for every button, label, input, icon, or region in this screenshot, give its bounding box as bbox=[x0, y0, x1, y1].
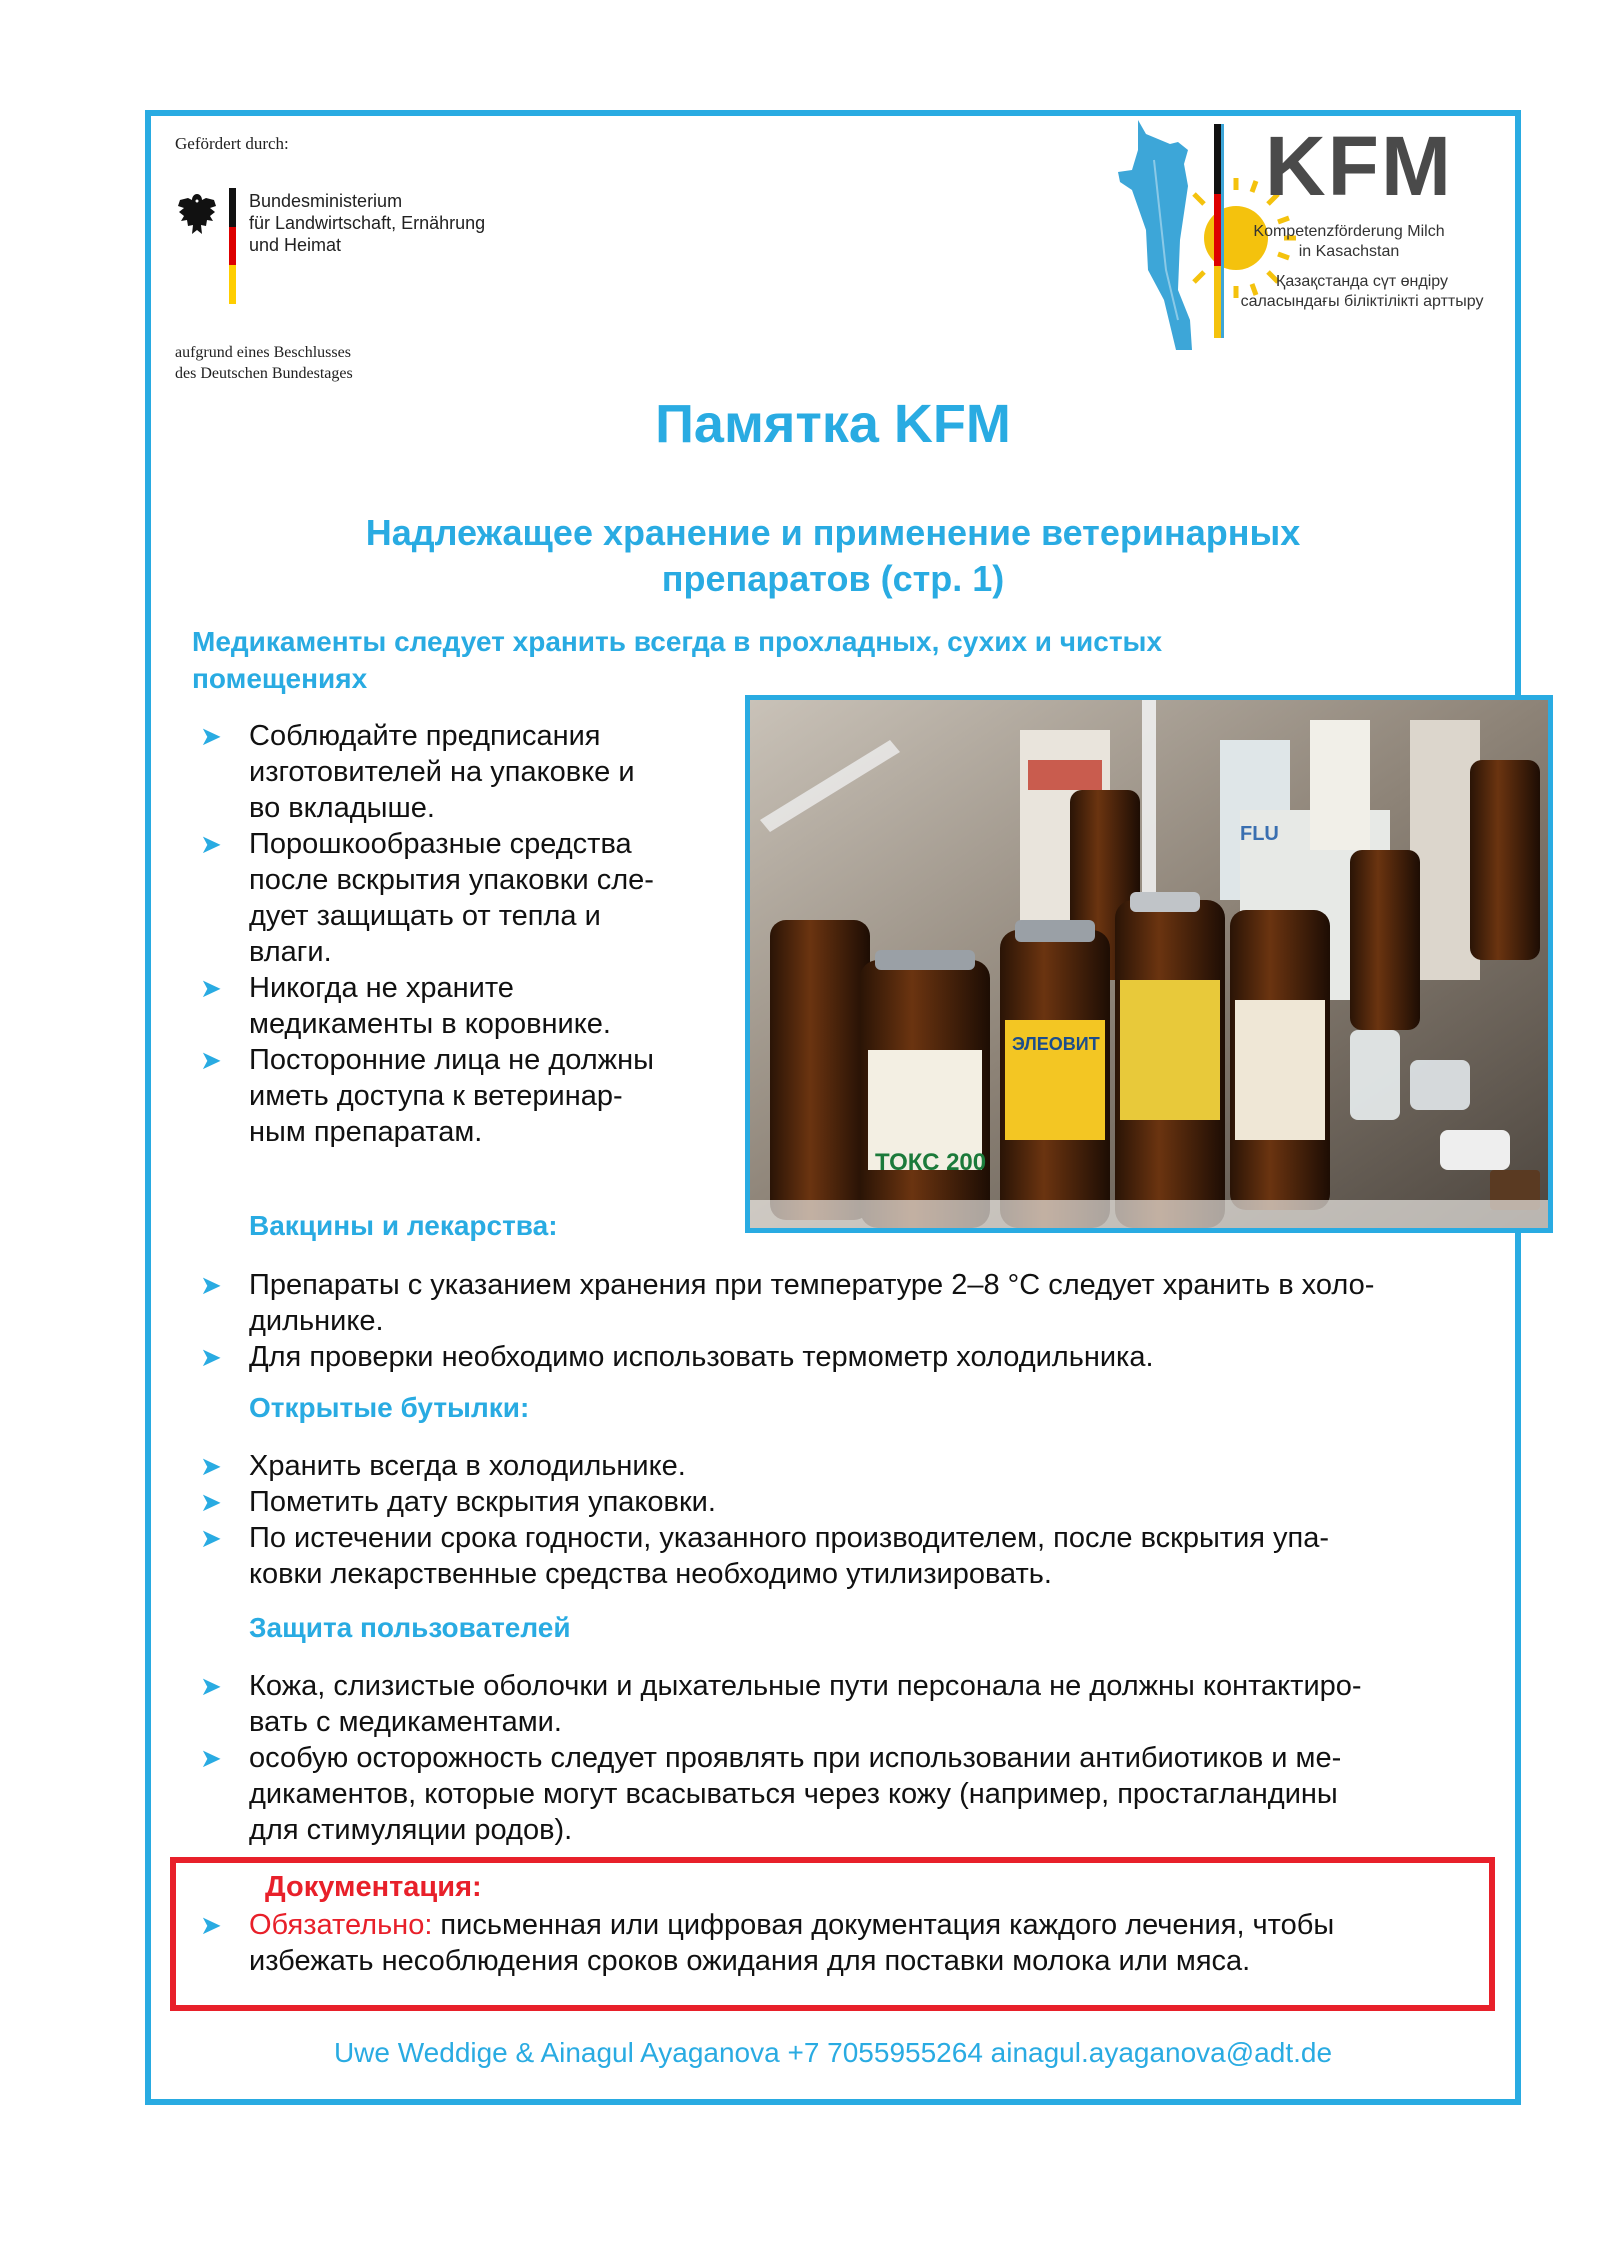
arrow-bullet-icon: ➤ bbox=[200, 1342, 222, 1372]
list-item-line: во вкладыше. bbox=[249, 792, 435, 824]
list-item bbox=[200, 1042, 740, 1150]
kfm-logo-kazakh bbox=[1212, 272, 1512, 312]
sponsor-label: Gefördert durch: bbox=[175, 134, 289, 153]
list-item bbox=[200, 1740, 1520, 1848]
list-item bbox=[200, 1484, 1520, 1520]
kfm-logo-title: KFM bbox=[1265, 119, 1453, 213]
list-item bbox=[200, 826, 740, 970]
list-item bbox=[200, 1907, 1480, 1979]
list-item-line: вать с медикаментами. bbox=[249, 1706, 562, 1738]
storage-heading bbox=[192, 623, 1352, 697]
kfm-logo-subtitle bbox=[1224, 222, 1474, 262]
storage-heading-line: Медикаменты следует хранить всегда в прохладных, сухих и чистых bbox=[192, 626, 1163, 657]
page-title: Памятка KFM bbox=[655, 394, 1011, 454]
documentation-heading: Документация: bbox=[265, 1871, 482, 1903]
subtitle-line: Надлежащее хранение и применение ветеринарных bbox=[365, 512, 1301, 553]
list-item-line: Пометить дату вскрытия упаковки. bbox=[249, 1486, 716, 1518]
german-flag-bar bbox=[229, 188, 236, 304]
bundestag-line: des Deutschen Bundestages bbox=[175, 365, 353, 382]
contact-footer: Uwe Weddige & Ainagul Ayaganova +7 7055955264 ainagul.ayaganova@adt.de bbox=[333, 2037, 1333, 2068]
mandatory-label: Обязательно: bbox=[249, 1909, 433, 1941]
storage-list bbox=[200, 718, 740, 1150]
list-item-line: дикаментов, которые могут всасываться через кожу (например, простагландины bbox=[249, 1778, 1338, 1810]
page-subtitle bbox=[240, 510, 1426, 602]
list-item-line: ковки лекарственные средства необходимо утилизировать. bbox=[249, 1558, 1052, 1590]
kfm-kazakh-line: саласындағы біліктілікті арттыру bbox=[1240, 293, 1484, 310]
ministry-line: und Heimat bbox=[249, 235, 342, 255]
kfm-subtitle-line: Kompetenzförderung Milch bbox=[1253, 223, 1445, 240]
list-item-line: дильнике. bbox=[249, 1305, 384, 1337]
vaccines-heading: Вакцины и лекарства: bbox=[249, 1210, 558, 1241]
list-item-line: Препараты с указанием хранения при температуре 2–8 °C следует хранить в холо- bbox=[249, 1269, 1375, 1301]
list-item-line: иметь доступа к ветеринар- bbox=[249, 1080, 623, 1112]
list-item bbox=[200, 718, 740, 826]
arrow-bullet-icon: ➤ bbox=[200, 973, 222, 1003]
list-item-line: Посторонние лица не должны bbox=[249, 1044, 654, 1076]
list-item-line bbox=[249, 1907, 1480, 1943]
list-item-line: особую осторожность следует проявлять при использовании антибиотиков и ме- bbox=[249, 1742, 1342, 1774]
vaccines-list bbox=[200, 1267, 1520, 1375]
list-item-line: Порошкообразные средства bbox=[249, 828, 632, 860]
list-item-line: дует защищать от тепла и bbox=[249, 900, 601, 932]
list-item-line: изготовителей на упаковке и bbox=[249, 756, 635, 788]
kfm-subtitle-line: in Kasachstan bbox=[1298, 243, 1400, 260]
arrow-bullet-icon: ➤ bbox=[200, 1270, 222, 1300]
medicine-bottles-photo bbox=[745, 695, 1553, 1233]
list-item-line: избежать несоблюдения сроков ожидания для поставки молока или мяса. bbox=[249, 1945, 1251, 1977]
open-bottles-heading: Открытые бутылки: bbox=[249, 1392, 530, 1423]
medicine-bottles-illustration bbox=[750, 700, 1548, 1228]
kfm-kazakh-line: Қазақстанда сүт өндіру bbox=[1276, 273, 1448, 290]
ministry-line: Bundesministerium bbox=[249, 191, 403, 211]
open-bottles-list bbox=[200, 1448, 1520, 1592]
documentation-list bbox=[200, 1907, 1480, 1979]
arrow-bullet-icon: ➤ bbox=[200, 1743, 222, 1773]
list-item bbox=[200, 1668, 1520, 1740]
list-item-line: медикаменты в коровнике. bbox=[249, 1008, 611, 1040]
arrow-bullet-icon: ➤ bbox=[200, 721, 222, 751]
list-item-line: Соблюдайте предписания bbox=[249, 720, 601, 752]
protection-list bbox=[200, 1668, 1520, 1848]
photo-label: ЭЛЕОВИТ bbox=[1012, 1034, 1100, 1054]
list-item-line: Для проверки необходимо использовать термометр холодильника. bbox=[249, 1341, 1154, 1373]
list-item-line: Никогда не храните bbox=[249, 972, 514, 1004]
photo-label: ТОКС 200 bbox=[875, 1149, 987, 1176]
list-item-line: Хранить всегда в холодильнике. bbox=[249, 1450, 686, 1482]
arrow-bullet-icon: ➤ bbox=[200, 1487, 222, 1517]
arrow-bullet-icon: ➤ bbox=[200, 1045, 222, 1075]
arrow-bullet-icon: ➤ bbox=[200, 829, 222, 859]
list-item bbox=[200, 970, 740, 1042]
arrow-bullet-icon: ➤ bbox=[200, 1671, 222, 1701]
federal-eagle-icon bbox=[176, 192, 218, 236]
list-item-line: Кожа, слизистые оболочки и дыхательные пути персонала не должны контактиро- bbox=[249, 1670, 1362, 1702]
list-item-line: для стимуляции родов). bbox=[249, 1814, 573, 1846]
list-item-line: ным препаратам. bbox=[249, 1116, 483, 1148]
photo-label: FLU bbox=[1240, 823, 1279, 845]
list-item bbox=[200, 1339, 1520, 1375]
bundestag-note bbox=[175, 342, 353, 384]
subtitle-line: препаратов (стр. 1) bbox=[661, 558, 1005, 599]
list-item bbox=[200, 1267, 1520, 1339]
list-item-line: По истечении срока годности, указанного производителем, после вскрытия упа- bbox=[249, 1522, 1330, 1554]
list-item-line: влаги. bbox=[249, 936, 332, 968]
list-item bbox=[200, 1520, 1520, 1592]
arrow-bullet-icon: ➤ bbox=[200, 1523, 222, 1553]
documentation-text: письменная или цифровая документация каждого лечения, чтобы bbox=[432, 1909, 1335, 1941]
list-item bbox=[200, 1448, 1520, 1484]
arrow-bullet-icon: ➤ bbox=[200, 1451, 222, 1481]
ministry-line: für Landwirtschaft, Ernährung bbox=[249, 213, 486, 233]
storage-heading-line: помещениях bbox=[192, 663, 368, 694]
bundestag-line: aufgrund eines Beschlusses bbox=[175, 344, 351, 361]
ministry-name bbox=[249, 190, 485, 256]
protection-heading: Защита пользователей bbox=[249, 1612, 571, 1643]
arrow-bullet-icon: ➤ bbox=[200, 1910, 222, 1940]
list-item-line: после вскрытия упаковки сле- bbox=[249, 864, 654, 896]
